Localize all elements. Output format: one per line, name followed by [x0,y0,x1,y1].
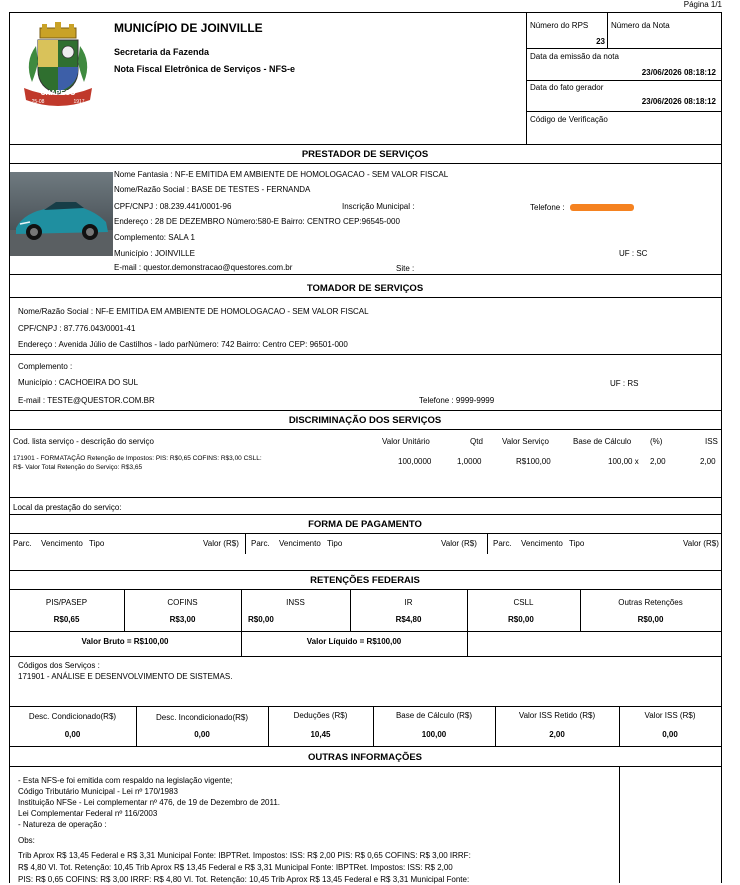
prestador-fantasia: Nome Fantasia : NF-E EMITIDA EM AMBIENTE DE HOMOLOGACAO - SEM VALOR FISCAL [114,170,449,179]
tomador-complemento: Complemento : [18,362,73,371]
tomador-municipio: Município : CACHOEIRA DO SUL [18,378,139,387]
outras-line-2: Código Tributário Municipal - Lei nº 170/1983 [18,787,178,796]
iss-retido-label: Valor ISS Retido (R$) [518,711,596,720]
pag2-valor: Valor (R$) [441,539,477,548]
desc-condicionado-label: Desc. Condicionado(R$) [28,712,117,721]
company-logo-car [10,172,113,256]
valor-iss-value: 0,00 [662,730,678,739]
tomador-razao: Nome/Razão Social : NF-E EMITIDA EM AMBIENTE DE HOMOLOGACAO - SEM VALOR FISCAL [18,307,369,316]
prestador-complemento: Complemento: SALA 1 [114,233,195,242]
outras-line-obs: Obs: [18,836,35,845]
emissao-value: 23/06/2026 08:18:12 [641,68,716,77]
tomador-cnpj: CPF/CNPJ : 87.776.043/0001-41 [18,324,136,333]
ret-csll-label: CSLL [513,598,534,607]
fato-gerador-label: Data do fato gerador [530,83,604,92]
pag1-tipo: Tipo [89,539,105,548]
pag2-parc: Parc. [251,539,270,548]
item-description-line1: 171901 - FORMATAÇÃO Retenção de Impostos: PIS: R$0,65 COFINS: R$3,00 CSLL: [13,455,262,462]
item-description-line2: R$- Valor Total Retenção do Serviço: R$3,65 [13,464,143,471]
prestador-inscricao: Inscrição Municipal : [342,202,415,211]
base-calculo-label: Base de Cálculo (R$) [395,711,473,720]
outras-line-4: Lei Complementar Federal nº 116/2003 [18,809,158,818]
col-valor-servico-header: Valor Serviço [502,437,549,446]
tomador-telefone: Telefone : 9999-9999 [419,396,495,405]
col-pct-header: (%) [650,437,663,446]
ret-cofins-value: R$3,00 [169,615,196,624]
col-iss-header: ISS [705,437,718,446]
pag1-valor: Valor (R$) [203,539,239,548]
outras-line-trib-2: R$ 4,80 Vl. Tot. Retenção: 10,45 Trib Aprox R$ 13,45 Federal e R$ 3,31 Municipal Fonte: IBPTRet. Impostos: ISS: R$ 2,00 [18,863,453,872]
item-iss: 2,00 [700,457,716,466]
item-valor-servico: R$100,00 [516,457,551,466]
prestador-email: E-mail : questor.demonstracao@questores.com.br [114,263,293,272]
pagamento-title: FORMA DE PAGAMENTO [308,519,422,530]
pag3-parc: Parc. [493,539,512,548]
col-qtd-header: Qtd [470,437,483,446]
page-number: Página 1/1 [683,0,722,9]
ret-pis-label: PIS/PASEP [45,598,88,607]
valor-bruto: Valor Bruto = R$100,00 [81,637,169,646]
outras-title: OUTRAS INFORMAÇÕES [308,752,422,763]
item-qtd: 1,0000 [457,457,482,466]
pag1-parc: Parc. [13,539,32,548]
tomador-endereco: Endereço : Avenida Júlio de Castilhos - lado parNúmero: 742 Bairro: Centro CEP: 96501-000 [18,340,348,349]
redacted-phone-bar [570,204,634,211]
ret-csll-value: R$0,00 [508,615,534,624]
emissao-label: Data da emissão da nota [530,52,619,61]
retencoes-title: RETENÇÕES FEDERAIS [310,575,420,586]
rps-value: 23 [596,37,605,46]
nota-label: Número da Nota [611,21,670,30]
prestador-uf: UF : SC [619,249,648,258]
ret-ir-label: IR [404,598,413,607]
outras-line-trib-3: PIS: R$ 0,65 COFINS: R$ 3,00 IRRF: R$ 4,80 Vl. Tot. Retenção: 10,45 Trib Aprox R$ 13,45 Federal e R$ 3,31 Municipal Fonte: [18,875,470,884]
pag2-vencimento: Vencimento [279,539,321,548]
ret-inss-value: R$0,00 [248,615,274,624]
frame-top [9,12,722,13]
iss-retido-value: 2,00 [549,730,565,739]
fato-gerador-value: 23/06/2026 08:18:12 [641,97,716,106]
item-pct: 2,00 [650,457,666,466]
prestador-razao: Nome/Razão Social : BASE DE TESTES - FERNANDA [114,185,311,194]
prestador-site: Site : [396,264,415,273]
crest-right-text: 1917 [73,99,85,105]
codigos-value: 171901 - ANÁLISE E DESENVOLVIMENTO DE SISTEMAS. [18,672,233,681]
outras-line-3: Instituição NFSe - Lei complementar nº 476, de 19 de Dezembro de 2011. [18,798,281,807]
ret-outras-value: R$0,00 [637,615,664,624]
tomador-uf: UF : RS [610,379,639,388]
desc-incondicionado-label: Desc. Incondicionado(R$) [155,713,249,722]
local-prestacao: Local da prestação do serviço: [13,503,122,512]
deducoes-value: 10,45 [310,730,331,739]
frame-right [721,12,722,883]
pag3-valor: Valor (R$) [683,539,719,548]
discriminacao-title: DISCRIMINAÇÃO DOS SERVIÇOS [288,415,442,426]
municipality-crest [18,22,98,110]
valor-iss-label: Valor ISS (R$) [644,711,696,720]
ret-ir-value: R$4,80 [395,615,422,624]
ret-inss-label: INSS [286,598,305,607]
rps-label: Número do RPS [530,21,589,30]
prestador-telefone-label: Telefone : [530,203,565,212]
ret-outras-label: Outras Retenções [618,598,683,607]
base-calculo-value: 100,00 [421,730,447,739]
col-valor-unitario-header: Valor Unitário [382,437,430,446]
col-base-header: Base de Cálculo [573,437,632,446]
pag1-vencimento: Vencimento [41,539,83,548]
outras-line-1: - Esta NFS-e foi emitida com respaldo na legislação vigente; [18,776,233,785]
deducoes-label: Deduções (R$) [293,711,348,720]
crest-left-text: 25-08 [31,99,45,105]
valor-liquido: Valor Líquido = R$100,00 [306,637,402,646]
crest-banner-text: CHAPECO [40,90,76,97]
prestador-endereco: Endereço : 28 DE DEZEMBRO Número:580-E Bairro: CENTRO CEP:96545-000 [114,217,400,226]
pag2-tipo: Tipo [327,539,343,548]
codigos-label: Códigos dos Serviços : [18,661,100,670]
tomador-title: TOMADOR DE SERVIÇOS [306,283,424,294]
department-name: Secretaria da Fazenda [114,47,210,57]
prestador-cnpj: CPF/CNPJ : 08.239.441/0001-96 [114,202,232,211]
outras-line-5: - Natureza de operação : [18,820,107,829]
pag3-vencimento: Vencimento [521,539,563,548]
prestador-municipio: Município : JOINVILLE [114,249,195,258]
prestador-title: PRESTADOR DE SERVIÇOS [301,149,429,160]
item-base: 100,00 x [608,457,639,466]
desc-incondicionado-value: 0,00 [194,730,210,739]
ret-pis-value: R$0,65 [53,615,80,624]
verificacao-label: Código de Verificação [530,115,608,124]
col-codigo-header: Cod. lista serviço - descrição do serviço [13,437,154,446]
document-title: Nota Fiscal Eletrônica de Serviços - NFS-e [114,64,296,74]
desc-condicionado-value: 0,00 [64,730,81,739]
outras-line-trib-1: Trib Aprox R$ 13,45 Federal e R$ 3,31 Municipal Fonte: IBPTRet. Impostos: ISS: R$ 2,00 PIS: R$ 0,65 COFINS: R$ 3,00 IRRF: [18,851,471,860]
pag3-tipo: Tipo [569,539,585,548]
municipality-name: MUNICÍPIO DE JOINVILLE [114,21,263,35]
tomador-email: E-mail : TESTE@QUESTOR.COM.BR [18,396,155,405]
ret-cofins-label: COFINS [167,598,198,607]
item-valor-unitario: 100,0000 [398,457,432,466]
